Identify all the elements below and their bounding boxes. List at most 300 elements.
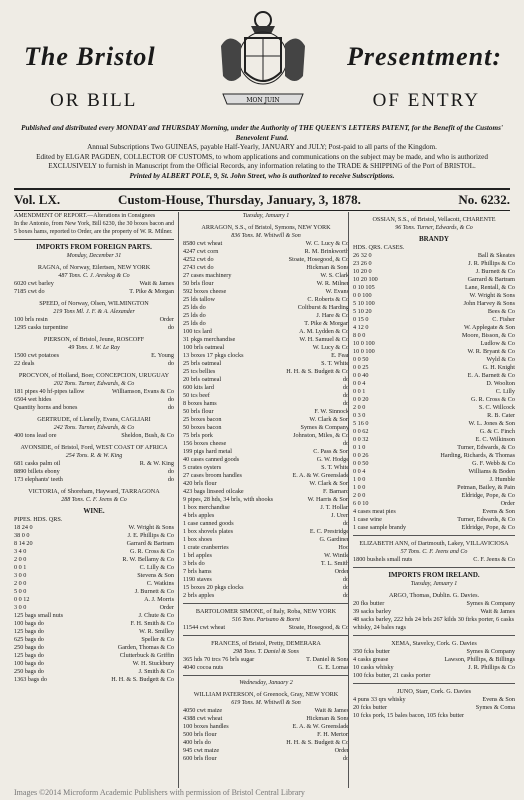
entry-consignee: F. Barnard bbox=[323, 488, 349, 495]
amendment-body: In the Antonio, from New York, Bill 6230, the 30 boxes bacon and 5 boxes hams, reported to Order, are the property of W. R. Milner. bbox=[14, 221, 174, 235]
entry-row bbox=[183, 496, 349, 504]
entry-goods: 3 0 0 bbox=[14, 604, 27, 611]
entry-consignee: Order bbox=[334, 568, 349, 575]
entry-row bbox=[14, 532, 174, 540]
entry-row bbox=[183, 288, 349, 296]
entry-goods: 8580 cwt wheat bbox=[183, 240, 223, 247]
entry-consignee: H. H. & S. Budgett & Co bbox=[111, 676, 174, 683]
entry-consignee: W. H. Stuckbury bbox=[132, 660, 174, 667]
volume: Vol. LX. bbox=[14, 192, 61, 207]
entry-row bbox=[353, 292, 515, 300]
ship-tonnage: 619 Tons. M. Whitwill & Son bbox=[231, 700, 301, 706]
entry-consignee: H. H. & S. Budgett & Co bbox=[286, 368, 349, 375]
crest-motto: MON JUIN bbox=[246, 97, 280, 104]
entry-goods: 27 cases machinery bbox=[183, 272, 232, 279]
entry-consignee: do bbox=[167, 468, 174, 475]
entry-goods: 25 lds tallow bbox=[183, 296, 215, 303]
wine-heading: WINE. bbox=[83, 507, 105, 515]
entry-consignee: Order bbox=[500, 500, 515, 507]
entry-row bbox=[183, 536, 349, 544]
masthead-subtitle-left: OR BILL bbox=[50, 90, 138, 111]
entry-consignee: do bbox=[342, 576, 349, 583]
entry-consignee: Johnston, Miles, & Co bbox=[293, 432, 349, 439]
entry-consignee: S. T. White bbox=[321, 464, 349, 471]
issue-header bbox=[14, 188, 510, 211]
entry-consignee: do bbox=[342, 755, 349, 762]
entry-consignee: C. Watkins bbox=[146, 580, 174, 587]
ship-tonnage: 219 Tons Ml. J. F. & A. Alexander bbox=[53, 309, 135, 315]
entry-consignee: Bees & Co bbox=[487, 308, 515, 315]
entry-row bbox=[353, 460, 515, 468]
entry-goods: 50 brls flour bbox=[183, 408, 214, 415]
entry-row bbox=[353, 388, 515, 396]
entry-goods: 0 0 25 bbox=[353, 364, 369, 371]
entry-row bbox=[353, 672, 515, 680]
entry-consignee: J. R. Phillips & Co bbox=[468, 664, 515, 671]
entry-goods: 1 box merchandise bbox=[183, 504, 230, 511]
royal-coat-of-arms-icon bbox=[211, 6, 315, 114]
entry-row bbox=[183, 544, 349, 552]
entry-goods: 100 boxes handles bbox=[183, 723, 229, 730]
entry-row bbox=[353, 332, 515, 340]
entry-goods: 8 boxes hams bbox=[183, 400, 217, 407]
entry-consignee: S. C. Willcock bbox=[478, 404, 515, 411]
ship-name: JUNO, Starr, Cork. G. Davies bbox=[397, 688, 471, 695]
entry-row bbox=[353, 444, 515, 452]
entry-row bbox=[183, 392, 349, 400]
entry-row bbox=[183, 731, 349, 739]
entry-consignee: C. F. Jeens & Co bbox=[473, 556, 515, 563]
entry-goods: 20 brls oatmeal bbox=[183, 376, 222, 383]
entry-row bbox=[353, 712, 515, 720]
ship-name: VICTORIA, of Shoreham, Hayward, TARRAGONA bbox=[28, 488, 160, 495]
entry-row bbox=[183, 280, 349, 288]
entry-consignee: J. R. Phillips & Co bbox=[468, 260, 515, 267]
divider bbox=[353, 535, 515, 536]
entry-consignee: G. E. Lomas bbox=[317, 664, 349, 671]
entry-goods: 2 brls apples bbox=[183, 592, 215, 599]
entry-goods: 4 cases meat pies bbox=[353, 508, 396, 515]
entry-goods: 26 32 0 bbox=[353, 252, 372, 259]
entry-goods: 0 0 50 bbox=[353, 460, 369, 467]
entry-goods: 4388 cwt wheat bbox=[183, 715, 223, 722]
entry-consignee: E. C. Wilkinson bbox=[475, 436, 515, 443]
entry-row bbox=[183, 400, 349, 408]
entry-row bbox=[353, 364, 515, 372]
entry-row bbox=[353, 664, 515, 672]
entry-goods: 1190 staves bbox=[183, 576, 212, 583]
entry-row bbox=[14, 476, 174, 484]
entry-goods: 1 case canned goods bbox=[183, 520, 234, 527]
entry-consignee: J. Burnett & Co bbox=[134, 588, 174, 595]
entry-consignee: W. R. Milner bbox=[316, 280, 349, 287]
entry-goods: 0 0 1 bbox=[14, 564, 27, 571]
entry-row bbox=[353, 436, 515, 444]
entry-consignee: do bbox=[167, 404, 174, 411]
entry-row bbox=[14, 612, 174, 620]
entry-consignee: do bbox=[342, 400, 349, 407]
entry-consignee: Wait & James bbox=[314, 707, 349, 714]
entry-row bbox=[14, 564, 174, 572]
entry-row bbox=[353, 420, 515, 428]
entry-goods: 1 case sample brandy bbox=[353, 524, 407, 531]
entry-consignee: G. H. Knight bbox=[482, 364, 515, 371]
entry-row bbox=[183, 352, 349, 360]
entry-row bbox=[353, 396, 515, 404]
entry-row bbox=[183, 344, 349, 352]
entry-consignee: G. W. Hodge bbox=[316, 456, 349, 463]
intro-published: Published and distributed every MONDAY and THURSDAY Morning, under the Authority of THE QUEEN'S LETTERS PATENT, for the Benefit of the Customs' Benevolent Fund. bbox=[21, 124, 503, 142]
entry-consignee: Symes & Coma bbox=[475, 704, 515, 711]
entry-row bbox=[14, 572, 174, 580]
entry-consignee: Ball & Skeates bbox=[477, 252, 515, 259]
entry-goods: 100 tcs lard bbox=[183, 328, 212, 335]
entry-goods: 4247 cwt corn bbox=[183, 248, 219, 255]
section-title: IMPORTS FROM IRELAND. bbox=[388, 571, 480, 579]
entry-goods: 4 puns 33 qrs whisky bbox=[353, 696, 406, 703]
entry-consignee: W. R. Smilley bbox=[139, 628, 174, 635]
entry-row bbox=[14, 604, 174, 612]
entry-consignee: G. F. Webb & Co bbox=[472, 460, 515, 467]
entry-goods: 5 10 100 bbox=[353, 300, 375, 307]
entry-row bbox=[14, 636, 174, 644]
entry-row bbox=[183, 520, 349, 528]
entry-goods: 250 bags do bbox=[14, 668, 44, 675]
entry-goods: 50 tcs beef bbox=[183, 392, 210, 399]
entry-consignee: J. Smith & Co bbox=[138, 668, 174, 675]
entry-goods: 420 brls flour bbox=[183, 480, 217, 487]
entry-consignee: Garrard & Bartram bbox=[126, 540, 174, 547]
entry-goods: 0 10 105 bbox=[353, 284, 375, 291]
entry-row bbox=[353, 452, 515, 460]
entry-goods: 199 pigs hard metal bbox=[183, 448, 232, 455]
ship-name: PIERSON, of Bristol, Jeune, ROSCOFF bbox=[43, 336, 145, 343]
entry-consignee: Clutterbuck & Griffin bbox=[119, 652, 174, 659]
ship-name: FRANCES, of Bristol, Pretty, DEMERARA bbox=[211, 640, 321, 647]
entry-goods: 50 brls flour bbox=[183, 280, 214, 287]
ship-tonnage: 836 Tons. M. Whitwill & Son bbox=[231, 233, 301, 239]
entry-consignee: C. Fisher bbox=[492, 316, 515, 323]
entry-goods: 350 fcks butter bbox=[353, 648, 391, 655]
entry-goods: 0 0 40 bbox=[353, 372, 369, 379]
entry-goods: 1295 casks turpentine bbox=[14, 324, 68, 331]
entry-goods: 11544 cwt wheat bbox=[183, 624, 226, 631]
entry-consignee: Order bbox=[159, 316, 174, 323]
entry-goods: 681 casks palm oil bbox=[14, 460, 61, 467]
entry-goods: 600 brls flour bbox=[183, 755, 217, 762]
entry-consignee: G. R. Cross & Co bbox=[470, 396, 515, 403]
entry-consignee: C. Roberts & Co bbox=[307, 296, 349, 303]
entry-goods: 3 4 0 bbox=[14, 548, 27, 555]
ship-name: RAGNA, of Norway, Eilertsen, NEW YORK bbox=[37, 264, 151, 271]
entry-row bbox=[353, 616, 515, 632]
divider bbox=[183, 635, 349, 636]
entry-consignee: J. E. Phillips & Co bbox=[127, 532, 174, 539]
entry-consignee: J. T. Hollan bbox=[320, 504, 349, 511]
entry-consignee: W. Wintle bbox=[324, 552, 349, 559]
entry-consignee: Evens & Son bbox=[482, 508, 515, 515]
entry-goods: 600 kits lard bbox=[183, 384, 214, 391]
entry-goods: 400 tons lead ore bbox=[14, 432, 57, 439]
entry-row bbox=[14, 540, 174, 548]
entry-goods: 6 0 10 bbox=[353, 500, 369, 507]
wine-columns: PIPES. HDS. QRS. bbox=[14, 516, 63, 523]
entry-goods: 945 cwt maize bbox=[183, 747, 220, 754]
entry-consignee: Order bbox=[334, 747, 349, 754]
entry-row bbox=[14, 352, 174, 360]
entry-consignee: G. R. Cross & Co bbox=[129, 548, 174, 555]
entry-goods: 20 fks butter bbox=[353, 600, 385, 607]
entry-consignee: Speller & Co bbox=[141, 636, 174, 643]
entry-consignee: T. Pike & Morgan bbox=[129, 288, 174, 295]
entry-consignee: Garrard & Bartram bbox=[467, 276, 515, 283]
entry-row bbox=[183, 336, 349, 344]
entry-consignee: Williams & Boden bbox=[468, 468, 515, 475]
entry-consignee: Wait & James bbox=[480, 608, 515, 615]
entry-goods: 100 brls oatmeal bbox=[183, 344, 225, 351]
entry-row bbox=[353, 648, 515, 656]
entry-row bbox=[14, 360, 174, 368]
entry-consignee: Ludlow & Co bbox=[480, 340, 515, 347]
entry-goods: 173 elephants' teeth bbox=[14, 476, 63, 483]
entry-goods: 365 hds 70 trcs 76 brls sugar bbox=[183, 656, 255, 663]
entry-consignee: W. H. Samuel & Co bbox=[299, 336, 349, 343]
entry-row bbox=[183, 739, 349, 747]
entry-goods: 0 0 12 bbox=[14, 596, 30, 603]
entry-row bbox=[183, 568, 349, 576]
entry-goods: 31 pkgs merchandise bbox=[183, 336, 236, 343]
entry-row bbox=[183, 456, 349, 464]
ship-tonnage: 288 Tons. C. F. Jeens & Co bbox=[61, 497, 127, 503]
entry-row bbox=[353, 556, 515, 564]
column-2 bbox=[178, 212, 349, 788]
entry-goods: 1500 cwt potatoes bbox=[14, 352, 60, 359]
entry-row bbox=[14, 668, 174, 676]
entry-row bbox=[353, 412, 515, 420]
entry-goods: 6020 cwt barley bbox=[14, 280, 54, 287]
intro-editor: Edited by ELGAR PAGDEN, COLLECTOR OF CUSTOMS, to whom applications and communications on the subject may be made, and who is authorized EXCLUSIVELY to furnish in Manuscript from the Official Records, any information relating to the TRADE & SHIPPING of the Port of BRISTOL. bbox=[36, 152, 488, 171]
entry-row bbox=[183, 312, 349, 320]
entry-goods: 18 24 0 bbox=[14, 524, 33, 531]
ship-name: AVONSIDE, of Bristol, Ford, WEST COAST OF AFRICA bbox=[20, 444, 168, 451]
entry-row bbox=[353, 356, 515, 364]
entry-consignee: W. Clark & Son bbox=[309, 416, 349, 423]
entry-goods: 4050 cwt maize bbox=[183, 707, 223, 714]
entry-goods: 39 sacks barley bbox=[353, 608, 392, 615]
ship-name: BARTOLOMER SIMONE, of Italy, Roba, NEW YORK bbox=[195, 608, 337, 615]
entry-consignee: do bbox=[342, 520, 349, 527]
entry-goods: 100 bags do bbox=[14, 660, 44, 667]
ship-tonnage: 254 Tons. R. & W. King bbox=[65, 453, 123, 459]
entry-row bbox=[353, 524, 515, 532]
entry-consignee: Stoate, Hosegood, & Co bbox=[288, 256, 349, 263]
entry-consignee: Stevens & Son bbox=[137, 572, 174, 579]
entry-goods: 23 26 0 bbox=[353, 260, 372, 267]
entry-consignee: Eldridge, Pope, & Co bbox=[461, 524, 515, 531]
entry-row bbox=[353, 260, 515, 268]
entry-row bbox=[183, 656, 349, 664]
entry-goods: 8 0 0 bbox=[353, 332, 366, 339]
entry-consignee: W. Wright & Sons bbox=[469, 292, 515, 299]
entry-row bbox=[14, 588, 174, 596]
entry-row bbox=[183, 368, 349, 376]
ship-name: ARRAGON, S.S., of Bristol, Symons, NEW YORK bbox=[201, 224, 331, 231]
entry-consignee: A. J. Morris bbox=[144, 596, 174, 603]
entry-row bbox=[353, 600, 515, 608]
entry-consignee: Symes & Company bbox=[300, 424, 349, 431]
entry-goods: 1 brl apples bbox=[183, 552, 212, 559]
issue-number: No. 6232. bbox=[458, 192, 510, 207]
masthead-subtitle-right: OF ENTRY bbox=[372, 90, 480, 111]
entry-row bbox=[353, 492, 515, 500]
entry-consignee: do bbox=[342, 584, 349, 591]
entry-consignee: Stoate, Hosegood, & Co bbox=[288, 624, 349, 631]
section-date: Monday, December 31 bbox=[66, 253, 122, 259]
entry-row bbox=[14, 580, 174, 588]
entry-row bbox=[353, 404, 515, 412]
entry-row bbox=[183, 320, 349, 328]
entry-consignee: J. Uren bbox=[331, 512, 349, 519]
entry-goods: 0 0 62 bbox=[353, 428, 369, 435]
entry-row bbox=[183, 416, 349, 424]
entry-row bbox=[183, 272, 349, 280]
entry-consignee: Order bbox=[159, 604, 174, 611]
entry-goods: 7 brls hams bbox=[183, 568, 212, 575]
intro-printer: Printed by ALBERT POLE, 9, St. John Street, who is authorized to receive Subscriptions. bbox=[129, 171, 395, 180]
entry-consignee: F. W. Sinnock bbox=[314, 408, 349, 415]
entry-row bbox=[14, 288, 174, 296]
divider bbox=[14, 239, 174, 240]
entry-consignee: Wyld & Co bbox=[486, 356, 515, 363]
entry-goods: 5 0 0 bbox=[14, 588, 27, 595]
ship-tonnage: 202 Tons. Turner, Edwards, & Co bbox=[53, 381, 135, 387]
entry-row bbox=[14, 460, 174, 468]
intro-subscriptions: Annual Subscriptions Two GUINEAS, payable Half-Yearly, JANUARY and JULY; Post-paid to all parts of the Kingdom. bbox=[87, 143, 437, 152]
entry-consignee: Turner, Edwards, & Co bbox=[457, 516, 515, 523]
entry-goods: 125 bags do bbox=[14, 652, 44, 659]
entry-goods: 13 boxes 17 pkgs clocks bbox=[183, 352, 244, 359]
entry-goods: 423 bags linseed oilcake bbox=[183, 488, 244, 495]
entry-row bbox=[183, 328, 349, 336]
entry-consignee: W. Evans bbox=[325, 288, 349, 295]
section-date: Wednesday, January 2 bbox=[239, 680, 293, 686]
entry-consignee: E. A. Barnett & Co bbox=[467, 372, 515, 379]
entry-row bbox=[14, 468, 174, 476]
entry-consignee: do bbox=[167, 396, 174, 403]
ship-tonnage: 298 Tons. T. Daniel & Sons bbox=[233, 649, 299, 655]
entry-consignee: Evens & Son bbox=[482, 696, 515, 703]
entry-consignee: do bbox=[342, 592, 349, 599]
entry-goods: 25 lds do bbox=[183, 320, 206, 327]
entry-consignee: Symes & Company bbox=[466, 600, 515, 607]
entry-row bbox=[353, 324, 515, 332]
entry-consignee: Coltburst & Harding bbox=[297, 304, 349, 311]
entry-row bbox=[183, 592, 349, 600]
entry-goods: 250 bags do bbox=[14, 644, 44, 651]
entry-row bbox=[183, 248, 349, 256]
entry-goods: 4 12 0 bbox=[353, 324, 369, 331]
entry-consignee: John Harvey & Sons bbox=[463, 300, 515, 307]
entry-row bbox=[183, 560, 349, 568]
ship-name: XEMA, Stavelcy, Cork. G. Davies bbox=[391, 640, 477, 647]
entry-goods: 25 tcs bellies bbox=[183, 368, 216, 375]
entry-goods: 125 bags do bbox=[14, 628, 44, 635]
issue-date: Custom-House, Thursday, January, 3, 1878. bbox=[118, 192, 361, 207]
entry-goods: 10 20 100 bbox=[353, 276, 378, 283]
entry-goods: 25 boxes bacon bbox=[183, 416, 222, 423]
entry-goods: 181 pipes 40 hf-pipes tallow bbox=[14, 388, 85, 395]
entry-consignee: R. W. Bellamy & Co bbox=[122, 556, 174, 563]
entry-goods: 0 0 1 bbox=[353, 388, 366, 395]
entry-consignee: Wait & James bbox=[139, 280, 174, 287]
entry-consignee: S. T. White bbox=[321, 360, 349, 367]
ship-name: WILLIAM PATERSON, of Greenock, Gray, NEW YORK bbox=[193, 691, 339, 698]
entry-consignee: do bbox=[342, 440, 349, 447]
entry-row bbox=[353, 348, 515, 356]
entry-goods: 500 brls flour bbox=[183, 731, 217, 738]
entry-row bbox=[183, 624, 349, 632]
entry-consignee: do bbox=[167, 360, 174, 367]
entry-consignee: Lane, Rentall, & Co bbox=[464, 284, 515, 291]
entry-row bbox=[183, 240, 349, 248]
entry-goods: 1 box shoes bbox=[183, 536, 213, 543]
entry-row bbox=[14, 676, 174, 684]
entry-row bbox=[14, 316, 174, 324]
entry-goods: 1 0 0 bbox=[353, 484, 366, 491]
entry-consignee: W. S. Clark bbox=[320, 272, 349, 279]
entry-row bbox=[14, 660, 174, 668]
ship-tonnage: 516 Tons. Parisano & Borni bbox=[232, 617, 300, 623]
entry-row bbox=[353, 516, 515, 524]
entry-row bbox=[14, 388, 174, 396]
ship-tonnage: 96 Tons. Turner, Edwards, & Co bbox=[395, 225, 473, 231]
entry-goods: 100 fcks butter, 21 casks porter bbox=[353, 672, 431, 679]
entry-consignee: E. A. & W. Greenslade bbox=[292, 723, 349, 730]
entry-consignee: Garden, Thomas & Co bbox=[117, 644, 174, 651]
entry-consignee: Lawson, Phillips, & Billings bbox=[444, 656, 515, 663]
entry-goods: 10 0 100 bbox=[353, 340, 375, 347]
masthead bbox=[10, 6, 514, 116]
entry-row bbox=[183, 360, 349, 368]
entry-goods: 2 0 0 bbox=[353, 492, 366, 499]
entry-goods: 1 box shovels plates bbox=[183, 528, 234, 535]
entry-consignee: Eldridge, Pope, & Co bbox=[461, 492, 515, 499]
entry-consignee: T. L. Smith bbox=[320, 560, 349, 567]
entry-goods: 156 boxes cheese bbox=[183, 440, 227, 447]
ship-tonnage: 242 Tons. Turner, Edwards, & Co bbox=[53, 425, 135, 431]
entry-goods: 0 0 4 bbox=[353, 468, 366, 475]
entry-row bbox=[183, 504, 349, 512]
entry-goods: 0 0 50 bbox=[353, 356, 369, 363]
entry-row bbox=[353, 500, 515, 508]
entry-goods: 38 0 0 bbox=[14, 532, 30, 539]
entry-row bbox=[183, 304, 349, 312]
entry-goods: 2 0 0 bbox=[353, 404, 366, 411]
entry-row bbox=[353, 300, 515, 308]
entry-consignee: T. Daniel & Sons bbox=[306, 656, 349, 663]
ship-name: SPEED, of Norway, Olsen, WILMINGTON bbox=[39, 300, 149, 307]
entry-consignee: W. Clark & Son bbox=[309, 480, 349, 487]
entry-row bbox=[183, 424, 349, 432]
section-date: Tuesday, January 1 bbox=[242, 213, 290, 219]
entry-row bbox=[183, 723, 349, 731]
divider bbox=[353, 683, 515, 684]
divider bbox=[353, 635, 515, 636]
entry-consignee: Symes & Company bbox=[466, 648, 515, 655]
entry-goods: 1 case wine bbox=[353, 516, 382, 523]
entry-goods: 10 fcks pork, 15 bales bacon, 105 fcks butter bbox=[353, 712, 465, 719]
entry-consignee: W. Wright & Sons bbox=[128, 524, 174, 531]
